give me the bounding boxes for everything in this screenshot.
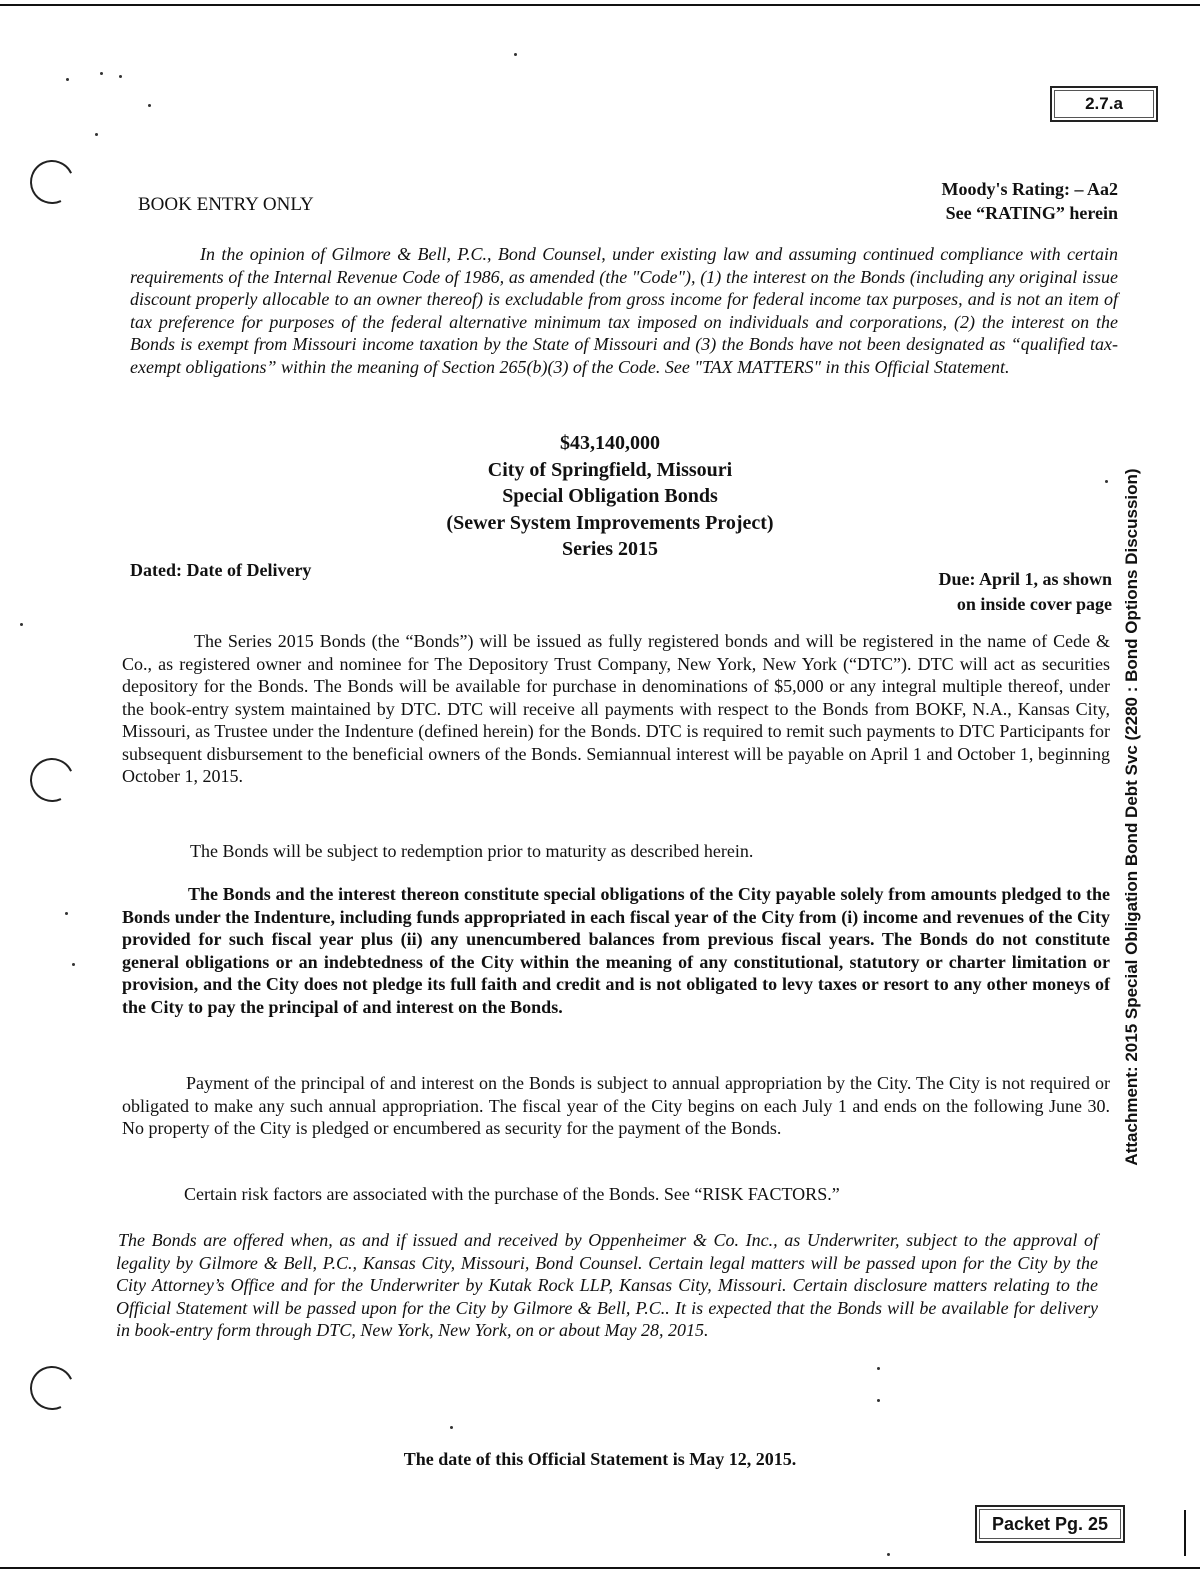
rating-line: Moody's Rating: – Aa2 <box>941 179 1118 199</box>
punch-hole-top <box>24 154 80 210</box>
agenda-tag-box: 2.7.a <box>1050 86 1158 122</box>
scan-speck <box>72 963 75 966</box>
right-margin-line <box>1184 1510 1186 1556</box>
bond-project: (Sewer System Improvements Project) <box>446 511 774 534</box>
bottom-border-line <box>0 1567 1200 1569</box>
dated-line: Dated: Date of Delivery <box>130 560 312 580</box>
paragraph-book-entry: The Series 2015 Bonds (the “Bonds”) will be issued as fully registered bonds and will be registered in the name of Cede & Co., as registered owner and nominee for The Depository Trust Company, New York, New York (“DTC”). DTC will act as securities depository for the Bonds. The Bonds will be available for purchase in denominations of $5,000 or any integral multiple thereof, under the book-entry system maintained by DTC. DTC will receive all payments with respect to the Bonds from BOKF, N.A., Kansas City, Missouri, as Trustee under the Indenture (defined herein) for the Bonds. DTC is required to remit such payments to DTC Participants for subsequent disbursement to the beneficial owners of the Bonds. Semiannual interest will be payable on April 1 and October 1, beginning October 1, 2015. <box>122 631 1110 786</box>
scan-speck <box>65 912 68 915</box>
scan-speck <box>20 623 23 626</box>
paragraph-redemption: The Bonds will be subject to redemption prior to maturity as described herein. <box>190 841 754 861</box>
tax-opinion-paragraph: In the opinion of Gilmore & Bell, P.C., Bond Counsel, under existing law and assuming continued compliance with certain requirements of the Internal Revenue Code of 1986, as amended (the "Code"), (1) the interest on the Bonds (including any original issue discount properly allocable to an owner thereof) is excludable from gross income for federal income tax purposes, and is not an item of tax preference for purposes of the federal alternative minimum tax imposed on individuals and corporations, (2) the interest on the Bonds is exempt from Missouri income taxation by the State of Missouri and (3) the Bonds have not been designated as “qualified tax-exempt obligations” within the meaning of Section 265(b)(3) of the Code. See "TAX MATTERS" in this Official Statement. <box>130 244 1118 377</box>
due-line: Due: April 1, as shown <box>938 569 1112 589</box>
due-block <box>938 567 1112 617</box>
paragraph-appropriation: Payment of the principal of and interest on the Bonds is subject to annual appropriation by the City. The City is not required or obligated to make any such annual appropriation. The fiscal year of the City begins on each July 1 and ends on the following June 30. No property of the City is pledged or encumbered as security for the payment of the Bonds. <box>122 1073 1110 1138</box>
scan-speck <box>877 1399 880 1402</box>
bond-series: Series 2015 <box>561 538 659 560</box>
due-line-continued: on inside cover page <box>956 594 1112 614</box>
bond-issuer: City of Springfield, Missouri <box>487 458 733 481</box>
bond-type: Special Obligation Bonds <box>502 485 718 507</box>
paragraph-offering: The Bonds are offered when, as and if issued and received by Oppenheimer & Co. Inc., as Underwriter, subject to the approval of legality by Gilmore & Bell, P.C., Kansas City, Missouri, Bond Counsel. Certain legal matters will be passed upon for the City by the City Attorney’s Office and for the Underwriter by Kutak Rock LLP, Kansas City, Missouri. Certain disclosure matters relating to the Official Statement will be passed upon for the City by Gilmore & Bell, P.C.. It is expected that the Bonds will be available for delivery in book-entry form through DTC, New York, New York, on or about May 28, 2015. <box>116 1230 1098 1340</box>
scan-speck <box>148 104 151 107</box>
paragraph-special-obligations: The Bonds and the interest thereon constitute special obligations of the City payable solely from amounts pledged to the Bonds under the Indenture, including funds appropriated in each fiscal year of the City from (i) income and revenues of the City provided for such fiscal year plus (ii) any unencumbered balances from previous fiscal years. The Bonds do not constitute general obligations or an indebtedness of the City within the meaning of any constitutional, statutory or charter limitation or provision, and the City does not pledge its full faith and credit and is not obligated to levy taxes or resort to any other moneys of the City to pay the principal of and interest on the Bonds. <box>122 884 1110 1017</box>
scan-speck <box>887 1553 890 1556</box>
punch-hole-bottom <box>24 1360 80 1416</box>
book-entry-label: BOOK ENTRY ONLY <box>138 194 314 215</box>
paragraph-risk-factors: Certain risk factors are associated with the purchase of the Bonds. See “RISK FACTORS.” <box>184 1184 840 1204</box>
scan-speck <box>450 1426 453 1429</box>
side-attachment-text: Attachment: 2015 Special Obligation Bond Debt Svc (2280 : Bond Options Discussion) <box>1122 468 1141 1166</box>
scan-speck <box>1105 480 1108 483</box>
rating-block <box>941 177 1118 225</box>
top-border-line <box>0 4 1200 6</box>
bond-title-block <box>380 430 840 563</box>
side-attachment-label <box>1117 428 1147 1206</box>
scan-speck <box>66 78 69 81</box>
punch-hole-middle <box>24 752 80 808</box>
scan-speck <box>514 53 517 56</box>
bond-amount: $43,140,000 <box>560 432 660 454</box>
scan-speck <box>95 133 98 136</box>
official-statement-date: The date of this Official Statement is May 12, 2015. <box>403 1449 797 1469</box>
scan-speck <box>877 1367 880 1370</box>
scan-speck <box>119 75 122 78</box>
rating-reference: See “RATING” herein <box>945 203 1118 223</box>
packet-page-box: Packet Pg. 25 <box>975 1505 1125 1543</box>
scan-speck <box>100 72 103 75</box>
